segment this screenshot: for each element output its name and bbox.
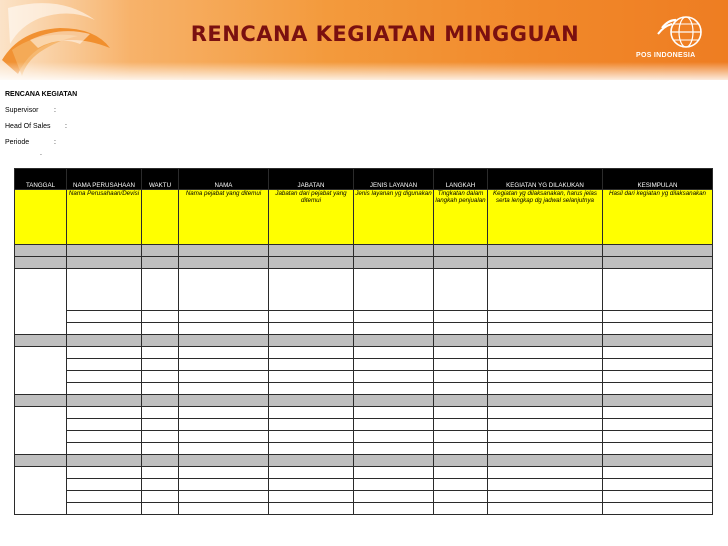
table-cell[interactable] (179, 335, 269, 347)
table-cell[interactable] (15, 245, 67, 257)
table-cell[interactable] (603, 431, 713, 443)
table-cell[interactable] (179, 419, 269, 431)
col-desc-tanggal (15, 190, 67, 245)
table-cell[interactable] (269, 491, 354, 503)
table-cell[interactable] (67, 383, 142, 395)
table-cell[interactable] (434, 491, 488, 503)
table-cell[interactable] (179, 269, 269, 311)
table-cell[interactable] (179, 383, 269, 395)
table-cell[interactable] (434, 347, 488, 359)
table-row-separator (15, 335, 713, 347)
periode-value[interactable]: : (54, 139, 56, 146)
table-cell[interactable] (354, 443, 434, 455)
table-cell[interactable] (354, 503, 434, 515)
table-cell[interactable] (142, 383, 179, 395)
col-desc-kegiatan: Kegiatan yg dilaksanakan, harus jelas serta lengkap dg jadwal selanjutnya (488, 190, 603, 245)
table-cell[interactable] (179, 245, 269, 257)
table-cell[interactable] (603, 455, 713, 467)
table-cell[interactable] (179, 323, 269, 335)
table-cell[interactable] (354, 371, 434, 383)
col-desc-nama-perusahaan: Nama Perusahaan/Devisi (67, 190, 142, 245)
table-cell[interactable] (488, 431, 603, 443)
table-cell[interactable] (269, 335, 354, 347)
table-cell[interactable] (269, 347, 354, 359)
date-cell[interactable] (15, 347, 67, 395)
table-cell[interactable] (142, 455, 179, 467)
table-cell[interactable] (179, 371, 269, 383)
table-cell[interactable] (434, 269, 488, 311)
table-cell[interactable] (354, 323, 434, 335)
table-cell[interactable] (142, 503, 179, 515)
table-cell[interactable] (269, 407, 354, 419)
table-cell[interactable] (269, 311, 354, 323)
table-cell[interactable] (67, 443, 142, 455)
table-cell[interactable] (603, 503, 713, 515)
stray-mark: . (40, 150, 42, 157)
col-header-jabatan: JABATAN (269, 169, 354, 190)
table-cell[interactable] (142, 371, 179, 383)
table-cell[interactable] (142, 245, 179, 257)
table-cell[interactable] (488, 419, 603, 431)
table-cell[interactable] (434, 479, 488, 491)
table-row (15, 491, 713, 503)
table-cell[interactable] (269, 269, 354, 311)
table-cell[interactable] (603, 359, 713, 371)
table-cell[interactable] (603, 479, 713, 491)
table-cell[interactable] (603, 311, 713, 323)
table-cell[interactable] (179, 491, 269, 503)
table-cell[interactable] (354, 257, 434, 269)
table-cell[interactable] (354, 419, 434, 431)
table-cell[interactable] (142, 443, 179, 455)
date-cell[interactable] (15, 467, 67, 515)
table-row (15, 443, 713, 455)
table-cell[interactable] (434, 467, 488, 479)
column-description-row (15, 190, 713, 245)
table-cell[interactable] (269, 323, 354, 335)
table-cell[interactable] (67, 371, 142, 383)
table-cell[interactable] (603, 419, 713, 431)
table-row (15, 407, 713, 419)
col-header-nama: NAMA (179, 169, 269, 190)
table-cell[interactable] (269, 359, 354, 371)
table-cell[interactable] (488, 455, 603, 467)
col-header-kegiatan: KEGIATAN YG DILAKUKAN (488, 169, 603, 190)
table-cell[interactable] (434, 371, 488, 383)
table-cell[interactable] (67, 491, 142, 503)
table-cell[interactable] (179, 503, 269, 515)
table-cell[interactable] (488, 491, 603, 503)
table-cell[interactable] (15, 257, 67, 269)
table-cell[interactable] (142, 407, 179, 419)
table-cell[interactable] (488, 503, 603, 515)
table-cell[interactable] (434, 245, 488, 257)
table-cell[interactable] (488, 335, 603, 347)
table-cell[interactable] (434, 323, 488, 335)
table-cell[interactable] (67, 359, 142, 371)
table-cell[interactable] (179, 479, 269, 491)
table-cell[interactable] (67, 479, 142, 491)
table-cell[interactable] (354, 383, 434, 395)
table-cell[interactable] (488, 269, 603, 311)
periode-label: Periode (5, 139, 30, 146)
page-title: RENCANA KEGIATAN MINGGUAN (190, 22, 580, 46)
header-banner (0, 0, 728, 80)
table-row (15, 269, 713, 311)
col-header-nama-perusahaan: NAMA PERUSAHAAN (67, 169, 142, 190)
table-cell[interactable] (488, 347, 603, 359)
col-desc-langkah: Tingkatan dalam langkah penjualan (434, 190, 488, 245)
table-cell[interactable] (67, 347, 142, 359)
table-cell[interactable] (67, 419, 142, 431)
table-cell[interactable] (269, 245, 354, 257)
table-cell[interactable] (434, 443, 488, 455)
table-cell[interactable] (488, 467, 603, 479)
head-of-sales-label: Head Of Sales (5, 123, 51, 130)
table-cell[interactable] (354, 479, 434, 491)
table-cell[interactable] (488, 257, 603, 269)
table-cell[interactable] (603, 347, 713, 359)
col-desc-waktu (142, 190, 179, 245)
table-cell[interactable] (354, 311, 434, 323)
table-cell[interactable] (179, 257, 269, 269)
table-row (15, 347, 713, 359)
table-cell[interactable] (179, 455, 269, 467)
table-cell[interactable] (67, 455, 142, 467)
table-cell[interactable] (354, 455, 434, 467)
table-cell[interactable] (354, 269, 434, 311)
table-cell[interactable] (67, 335, 142, 347)
table-cell[interactable] (142, 269, 179, 311)
col-header-langkah: LANGKAH (434, 169, 488, 190)
table-cell[interactable] (354, 245, 434, 257)
table-cell[interactable] (434, 419, 488, 431)
head-of-sales-value[interactable]: : (65, 123, 67, 130)
table-cell[interactable] (15, 455, 67, 467)
table-cell[interactable] (603, 443, 713, 455)
table-cell[interactable] (142, 335, 179, 347)
table-cell[interactable] (67, 311, 142, 323)
supervisor-value[interactable]: : (54, 107, 56, 114)
table-cell[interactable] (15, 395, 67, 407)
table-cell[interactable] (488, 371, 603, 383)
table-row-separator (15, 257, 713, 269)
table-cell[interactable] (142, 257, 179, 269)
table-row (15, 467, 713, 479)
table-cell[interactable] (269, 467, 354, 479)
column-header-row (15, 169, 713, 190)
table-cell[interactable] (488, 479, 603, 491)
table-cell[interactable] (269, 503, 354, 515)
table-cell[interactable] (434, 407, 488, 419)
table-cell[interactable] (179, 395, 269, 407)
table-cell[interactable] (142, 323, 179, 335)
table-cell[interactable] (434, 503, 488, 515)
col-header-kesimpulan: KESIMPULAN (603, 169, 713, 190)
table-cell[interactable] (354, 359, 434, 371)
table-cell[interactable] (434, 431, 488, 443)
table-cell[interactable] (603, 323, 713, 335)
table-cell[interactable] (142, 467, 179, 479)
table-cell[interactable] (434, 335, 488, 347)
table-cell[interactable] (67, 395, 142, 407)
table-cell[interactable] (354, 335, 434, 347)
table-cell[interactable] (603, 395, 713, 407)
table-cell[interactable] (269, 395, 354, 407)
table-cell[interactable] (434, 257, 488, 269)
date-cell[interactable] (15, 269, 67, 335)
table-row (15, 359, 713, 371)
table-cell[interactable] (434, 359, 488, 371)
table-cell[interactable] (142, 419, 179, 431)
table-cell[interactable] (354, 467, 434, 479)
col-header-waktu: WAKTU (142, 169, 179, 190)
table-cell[interactable] (603, 467, 713, 479)
table-cell[interactable] (354, 491, 434, 503)
table-cell[interactable] (142, 479, 179, 491)
table-cell[interactable] (179, 311, 269, 323)
col-desc-jabatan: Jabatan dari pejabat yang ditemui (269, 190, 354, 245)
table-row (15, 371, 713, 383)
table-cell[interactable] (142, 491, 179, 503)
table-cell[interactable] (434, 383, 488, 395)
table-cell[interactable] (179, 431, 269, 443)
table-cell[interactable] (488, 245, 603, 257)
table-row (15, 479, 713, 491)
table-cell[interactable] (179, 347, 269, 359)
table-cell[interactable] (67, 503, 142, 515)
form-heading: RENCANA KEGIATAN (5, 91, 78, 98)
table-cell[interactable] (603, 245, 713, 257)
table-cell[interactable] (142, 431, 179, 443)
col-desc-jenis-layanan: Jenis layanan yg digunakan (354, 190, 434, 245)
table-cell[interactable] (269, 455, 354, 467)
col-header-jenis-layanan: JENIS LAYANAN (354, 169, 434, 190)
table-cell[interactable] (269, 431, 354, 443)
table-cell[interactable] (434, 395, 488, 407)
table-cell[interactable] (488, 395, 603, 407)
table-row (15, 503, 713, 515)
table-cell[interactable] (603, 383, 713, 395)
table-cell[interactable] (67, 245, 142, 257)
pos-indonesia-logo-icon (640, 10, 728, 72)
table-cell[interactable] (354, 347, 434, 359)
table-cell[interactable] (269, 383, 354, 395)
table-cell[interactable] (15, 335, 67, 347)
table-cell[interactable] (488, 359, 603, 371)
table-cell[interactable] (603, 371, 713, 383)
table-cell[interactable] (142, 347, 179, 359)
col-desc-kesimpulan: Hasil dari kegiatan yg dilaksanakan (603, 190, 713, 245)
table-cell[interactable] (269, 371, 354, 383)
table-cell[interactable] (67, 323, 142, 335)
table-cell[interactable] (488, 311, 603, 323)
table-cell[interactable] (179, 407, 269, 419)
col-desc-nama: Nama pejabat yang ditemui (179, 190, 269, 245)
table-row (15, 419, 713, 431)
table-cell[interactable] (488, 323, 603, 335)
table-cell[interactable] (603, 257, 713, 269)
table-row (15, 311, 713, 323)
table-cell[interactable] (67, 467, 142, 479)
table-row (15, 383, 713, 395)
table-cell[interactable] (354, 407, 434, 419)
table-cell[interactable] (67, 431, 142, 443)
table-cell[interactable] (488, 383, 603, 395)
table-cell[interactable] (354, 431, 434, 443)
table-cell[interactable] (179, 467, 269, 479)
date-cell[interactable] (15, 407, 67, 455)
table-cell[interactable] (269, 419, 354, 431)
table-row-separator (15, 455, 713, 467)
table-cell[interactable] (67, 257, 142, 269)
activity-table (14, 168, 713, 515)
col-header-tanggal: TANGGAL (15, 169, 67, 190)
table-cell[interactable] (434, 455, 488, 467)
table-row-separator (15, 245, 713, 257)
table-row (15, 323, 713, 335)
table-cell[interactable] (142, 395, 179, 407)
table-cell[interactable] (269, 443, 354, 455)
table-cell[interactable] (603, 269, 713, 311)
table-cell[interactable] (179, 443, 269, 455)
brand-name: POS INDONESIA (636, 52, 696, 59)
table-cell[interactable] (67, 269, 142, 311)
banner-fade (0, 62, 728, 80)
table-row-separator (15, 395, 713, 407)
table-row (15, 431, 713, 443)
supervisor-label: Supervisor (5, 107, 39, 114)
table-cell[interactable] (488, 407, 603, 419)
table-cell[interactable] (603, 335, 713, 347)
table-cell[interactable] (603, 407, 713, 419)
table-cell[interactable] (142, 311, 179, 323)
table-cell[interactable] (179, 359, 269, 371)
table-cell[interactable] (488, 443, 603, 455)
table-cell[interactable] (434, 311, 488, 323)
table-cell[interactable] (354, 395, 434, 407)
table-cell[interactable] (603, 491, 713, 503)
table-cell[interactable] (269, 257, 354, 269)
table-cell[interactable] (142, 359, 179, 371)
table-cell[interactable] (67, 407, 142, 419)
table-cell[interactable] (269, 479, 354, 491)
